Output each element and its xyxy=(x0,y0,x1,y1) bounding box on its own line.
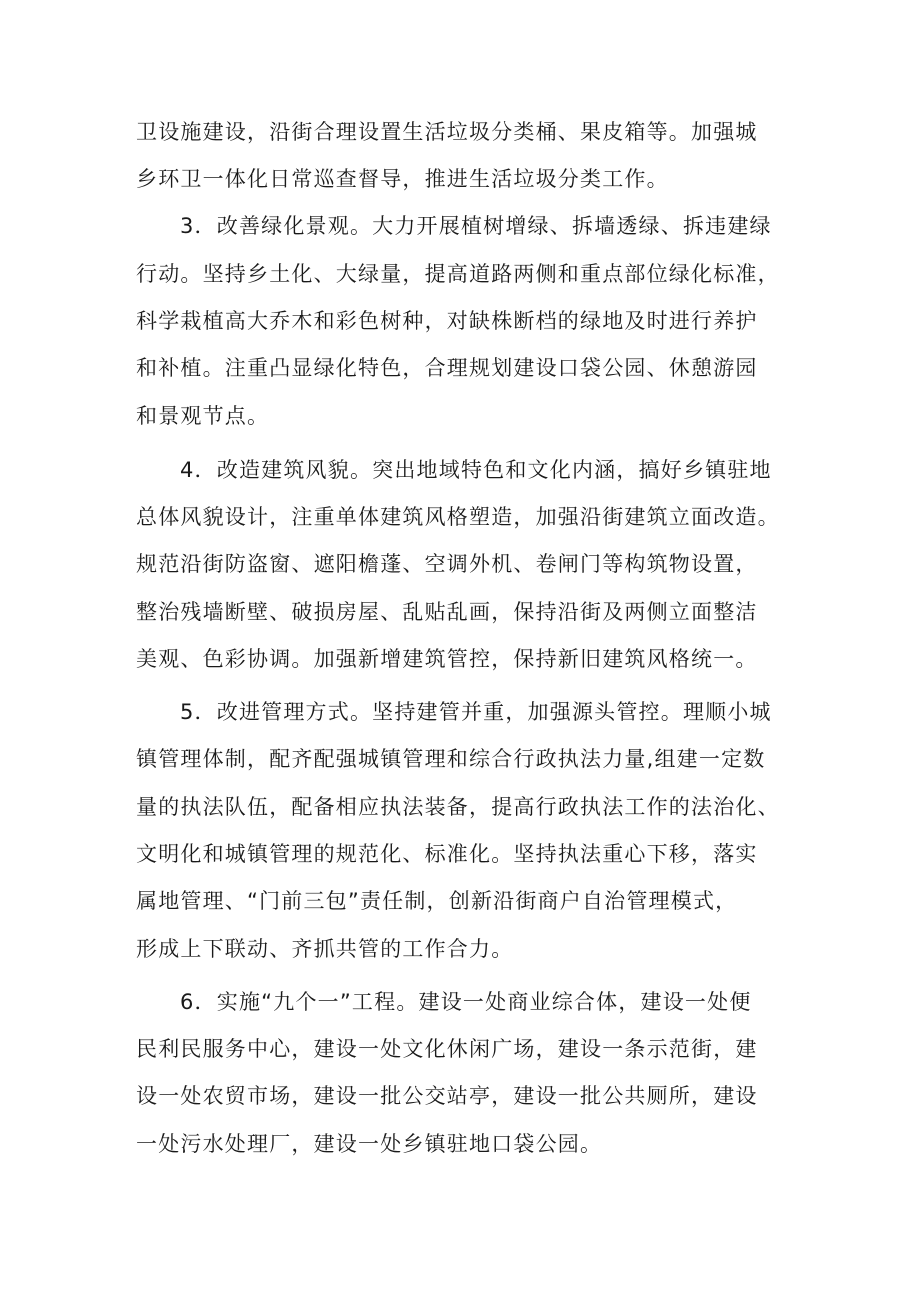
text-line: 量的执法队伍，配备相应执法装备，提高行政执法工作的法治化、 xyxy=(136,795,780,819)
text-line: 规范沿街防盗窗、遮阳檐蓬、空调外机、卷闸门等构筑物设置， xyxy=(136,552,758,576)
text-line: 文明化和城镇管理的规范化、标准化。坚持执法重心下移，落实 xyxy=(136,842,758,866)
text-line: 民利民服务中心，建设一处文化休闲广场，建设一条示范街，建 xyxy=(136,1037,758,1061)
text-line: 美观、色彩协调。加强新增建筑管控，保持新旧建筑风格统一。 xyxy=(136,647,758,671)
text-line: 科学栽植高大乔木和彩色树种，对缺株断档的绿地及时进行养护 xyxy=(136,309,758,333)
text-line: 设一处农贸市场，建设一批公交站亭，建设一批公共厕所，建设 xyxy=(136,1084,758,1108)
text-line: 3．改善绿化景观。大力开展植树增绿、拆墙透绿、拆违建绿 xyxy=(180,214,772,238)
text-line: 5．改进管理方式。坚持建管并重，加强源头管控。理顺小城 xyxy=(180,700,772,724)
text-line: 行动。坚持乡土化、大绿量，提高道路两侧和重点部位绿化标准， xyxy=(136,262,780,286)
text-line: 乡环卫一体化日常巡查督导，推进生活垃圾分类工作。 xyxy=(136,167,669,191)
text-line: 和补植。注重凸显绿化特色，合理规划建设口袋公园、休憩游园 xyxy=(136,356,758,380)
text-line: 整治残墙断壁、破损房屋、乱贴乱画，保持沿街及两侧立面整洁 xyxy=(136,600,758,624)
text-line: 和景观节点。 xyxy=(136,404,270,428)
text-line: 4．改造建筑风貌。突出地域特色和文化内涵，搞好乡镇驻地 xyxy=(180,458,772,482)
text-line: 镇管理体制，配齐配强城镇管理和综合行政执法力量,组建一定数 xyxy=(136,747,766,771)
text-line: 形成上下联动、齐抓共管的工作合力。 xyxy=(136,937,514,961)
text-line: 总体风貌设计，注重单体建筑风格塑造，加强沿街建筑立面改造。 xyxy=(136,505,780,529)
text-line: 6．实施“九个一”工程。建设一处商业综合体，建设一处便 xyxy=(180,990,752,1014)
text-line: 属地管理、“门前三包”责任制，创新沿街商户自治管理模式， xyxy=(136,889,738,913)
text-line: 一处污水处理厂，建设一处乡镇驻地口袋公园。 xyxy=(136,1132,603,1156)
text-line: 卫设施建设，沿街合理设置生活垃圾分类桶、果皮箱等。加强城 xyxy=(136,120,758,144)
